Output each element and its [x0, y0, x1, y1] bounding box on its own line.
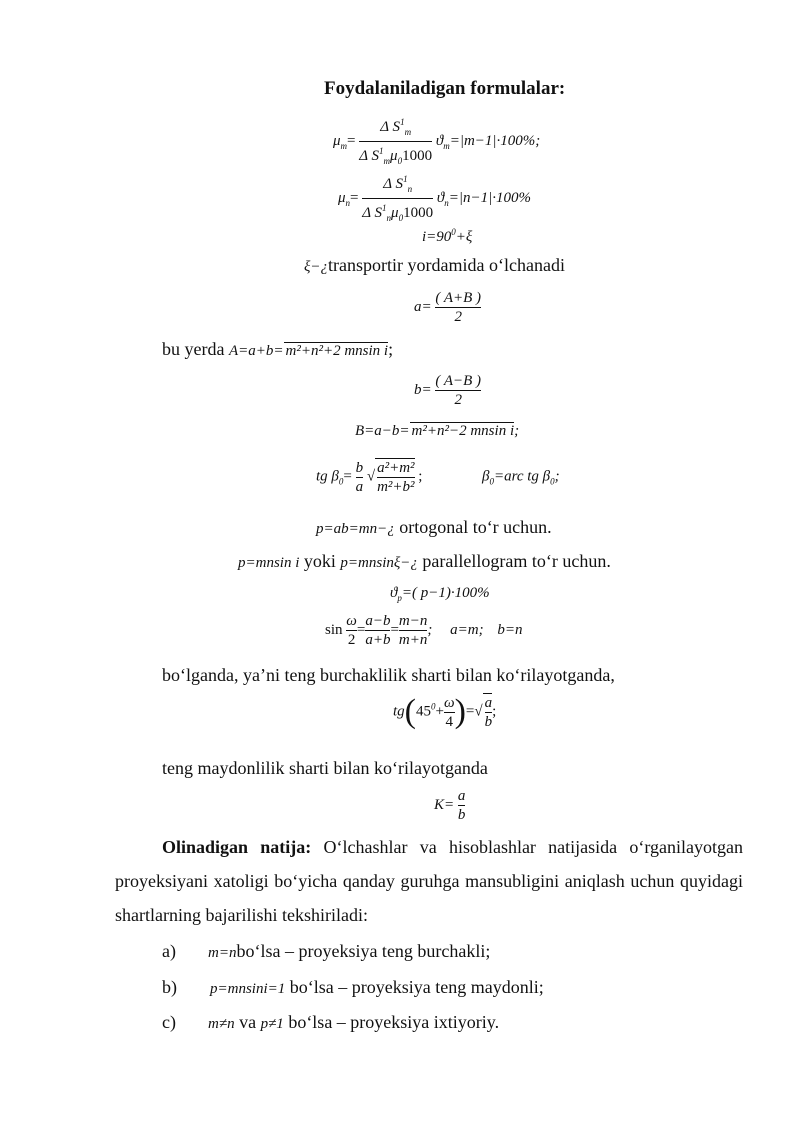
xi-line: ξ−¿transportir yordamida o‘lchanadi — [304, 255, 565, 275]
bolganda-line: bo‘lganda, ya’ni teng burchaklilik sharti bilan ko‘rilayotganda, — [162, 665, 615, 685]
formula-B: B=a−b= m²+n²−2 mnsin i; — [355, 423, 520, 439]
formula-mu-n: $\mu_n=$ $\frac{\Delta S^1_n}{\Delta S^1_n\mu_01000}$ $ϑ_n=|n-1|\cdot 100\%$ — [338, 170, 531, 227]
p-ortogonal-line: p=ab=mn−¿ ortogonal to‘r uchun. — [316, 517, 552, 537]
list-item-a: a) m=nbo‘lsa – proyeksiya teng burchakli; — [162, 941, 491, 961]
formula-b: b= $\frac{( A-B )}{2}$ — [414, 373, 482, 408]
formula-a: a= $\frac{( A+B )}{2}$ — [414, 290, 482, 325]
teng-maydonlilik-line: teng maydonlilik sharti bilan ko‘rilayotganda — [162, 758, 488, 778]
formula-mu-m: $\mu_m=$ $\frac{\Delta S^1_m}{\Delta S^1_m\mu_01000}$ $ϑ_m=|m-1|\cdot 100\%$; — [333, 113, 540, 170]
result-text: O‘lchashlar va hisoblashlar natijasida o‘rganilayotgan proyeksiyani xatoligi bo‘yicha qanday guruhga mansubligini aniqlash uchun quyidagi shartlarning bajarilishi tekshiriladi: — [115, 837, 744, 925]
formula-K: K= $\frac{a}{b}$ — [434, 788, 466, 823]
bu-yerda-line: bu yerda A=a+b= m²+n²+2 mnsin i; — [162, 339, 394, 359]
page-heading: Foydalaniladigan formulalar: — [324, 78, 566, 99]
result-label: Olinadigan natija: — [162, 837, 312, 857]
formula-tg-beta: tg $\beta_0=$ $\frac{b}{a}$ √ $\frac{\text{a²+m²}}{\text{m²+b²}}$ ; $\beta_0=arc$ tg $\beta_0$; — [316, 459, 560, 495]
formula-sin-omega: sin $\frac{\omega}{2}$ = $\frac{a-b}{a+b}$ = $\frac{m-n}{m+n}$ ; a=m; b=n — [325, 613, 523, 648]
list-item-c: c) m≠n va p≠1 bo‘lsa – proyeksiya ixtiyoriy. — [162, 1012, 500, 1032]
result-paragraph — [115, 830, 743, 932]
formula-tg-45: $tg(45^0+$ $\frac{\omega}{4}$ )=√ $\frac{a}{b}$ ; — [393, 693, 497, 730]
formula-theta-p: $ϑ_p=$( p−1)·100% — [390, 585, 490, 603]
list-item-b: b) p=mnsini=1 bo‘lsa – proyeksiya teng maydonli; — [162, 977, 544, 997]
p-parallellogram-line: p=mnsin i yoki p=mnsinξ−¿ parallellogram to‘r uchun. — [238, 551, 611, 571]
formula-i: $i=90^0+\xi$ — [422, 227, 473, 245]
